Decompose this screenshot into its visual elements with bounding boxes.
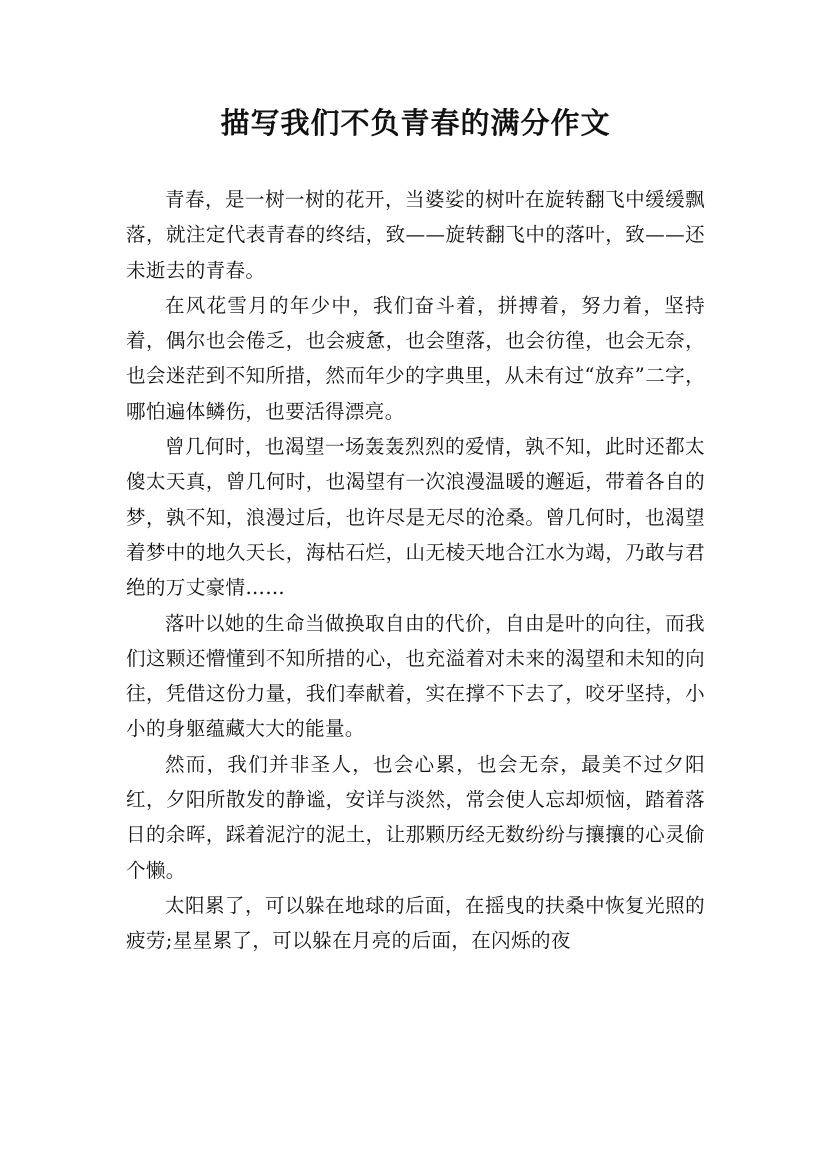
paragraph: 青春，是一树一树的花开，当婆娑的树叶在旋转翻飞中缓缓飘落，就注定代表青春的终结，致——旋转翻飞中的落叶，致——还未逝去的青春。 (126, 188, 705, 282)
paragraph: 太阳累了，可以躲在地球的后面，在摇曳的扶桑中恢复光照的疲劳;星星累了，可以躲在月亮的后面，在闪烁的夜 (126, 893, 705, 953)
document-body (126, 182, 705, 959)
paragraph: 然而，我们并非圣人，也会心累，也会无奈，最美不过夕阳红，夕阳所散发的静谧，安详与淡然，常会使人忘却烦恼，踏着落日的余晖，踩着泥泞的泥土，让那颗历经无数纷纷与攘攘的心灵偷个懒。 (126, 752, 705, 882)
paragraph: 落叶以她的生命当做换取自由的代价，自由是叶的向往，而我们这颗还懵懂到不知所措的心，也充溢着对未来的渴望和未知的向往，凭借这份力量，我们奉献着，实在撑不下去了，咬牙坚持，小小的身躯蕴藏大大的能量。 (126, 611, 705, 741)
document-title: 描写我们不负青春的满分作文 (220, 106, 611, 140)
paragraph: 曾几何时，也渴望一场轰轰烈烈的爱情，孰不知，此时还都太傻太天真，曾几何时，也渴望有一次浪漫温暖的邂逅，带着各自的梦，孰不知，浪漫过后，也许尽是无尽的沧桑。曾几何时，也渴望着梦中的地久天长，海枯石烂，山无棱天地合江水为竭，乃敢与君绝的万丈豪情…… (126, 435, 705, 600)
paragraph: 在风花雪月的年少中，我们奋斗着，拼搏着，努力着，坚持着，偶尔也会倦乏，也会疲惫，也会堕落，也会彷徨，也会无奈，也会迷茫到不知所措，然而年少的字典里，从未有过“放弃”二字，哪怕遍体鳞伤，也要活得漂亮。 (126, 293, 705, 423)
